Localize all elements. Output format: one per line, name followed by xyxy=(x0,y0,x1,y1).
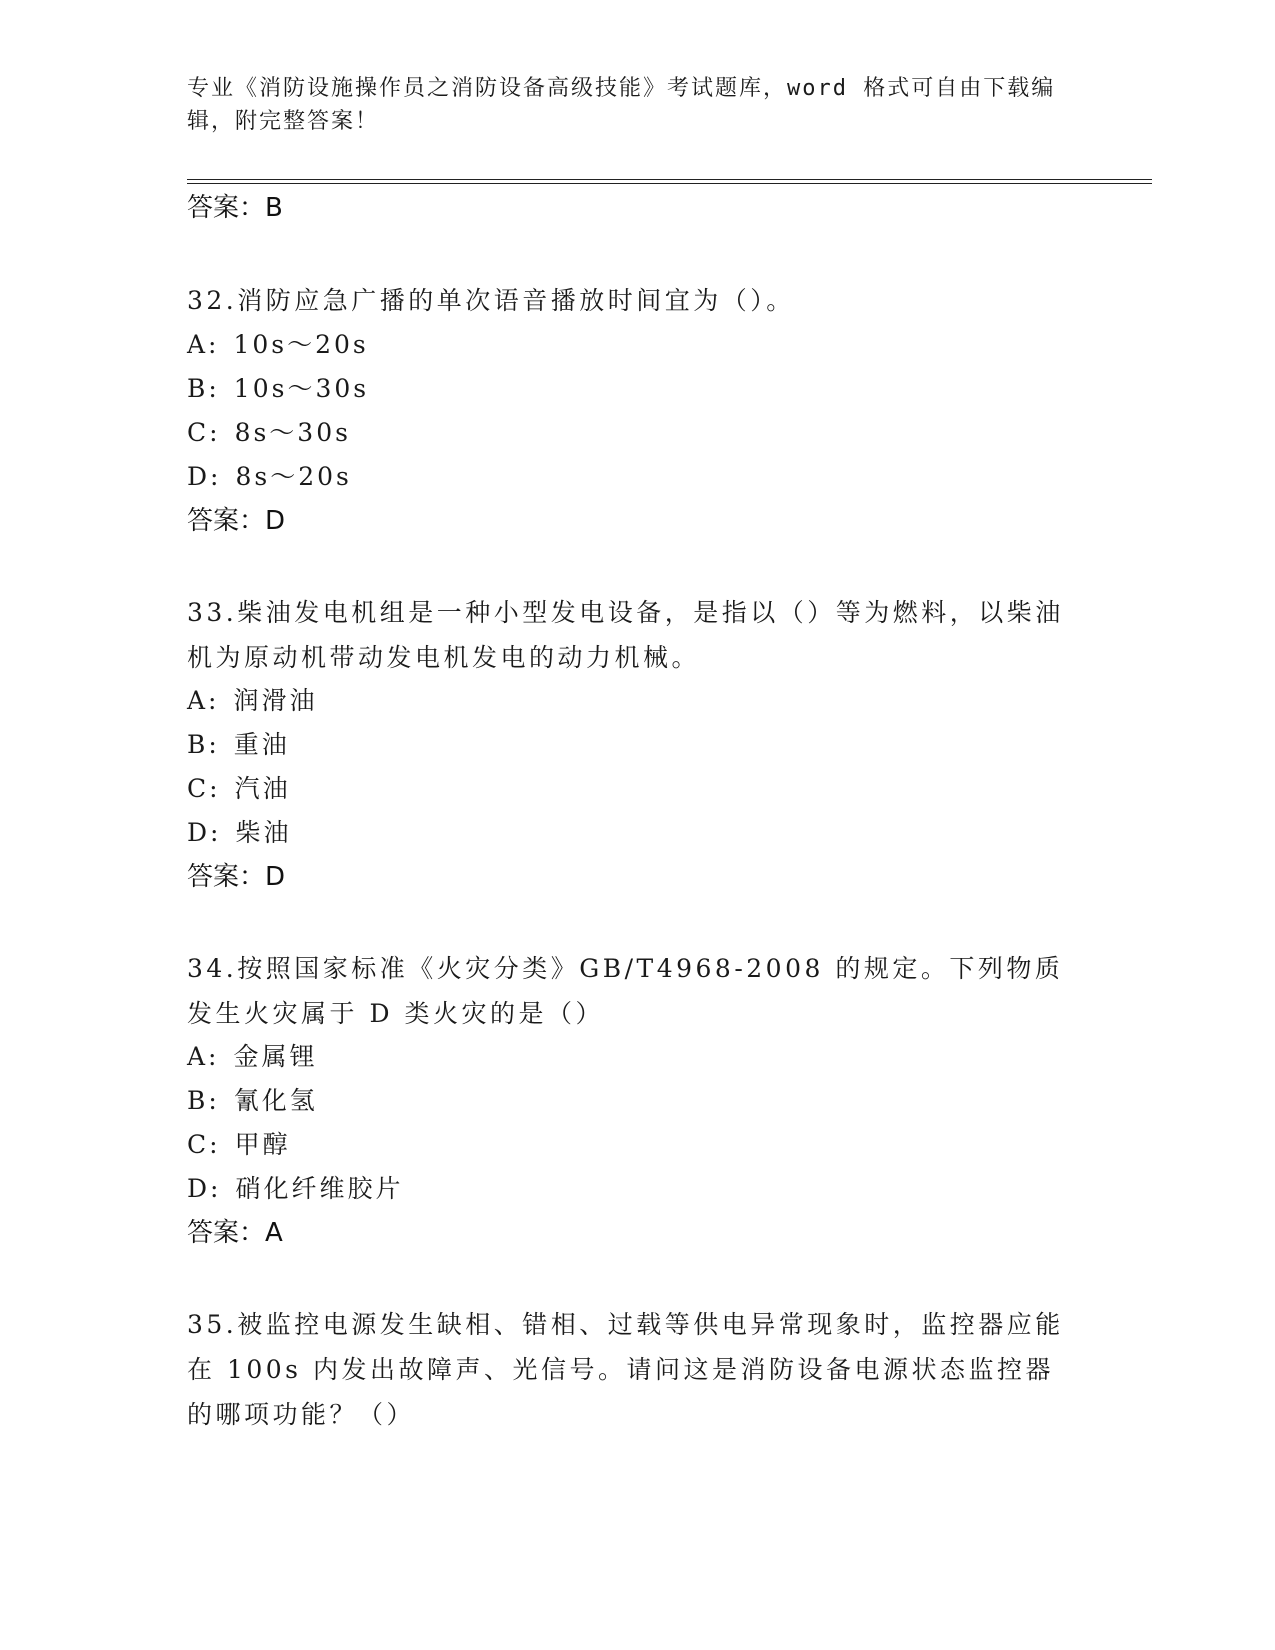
option-key: C: xyxy=(187,774,221,803)
option-key: A: xyxy=(187,330,220,359)
option-text: 重油 xyxy=(233,730,290,759)
header-divider-bottom xyxy=(187,183,1152,184)
question-32-stem: 32.消防应急广播的单次语音播放时间宜为（）。 xyxy=(187,286,795,315)
option-key: C: xyxy=(187,1130,221,1159)
option-text: 10s～20s xyxy=(233,330,369,359)
header-line-2: 辑，附完整答案！ xyxy=(187,109,380,134)
option-key: D: xyxy=(187,1174,222,1203)
option-text: 硝化纤维胶片 xyxy=(235,1174,404,1203)
option-key: A: xyxy=(187,1042,220,1071)
question-33-option-c xyxy=(187,772,291,806)
option-key: A: xyxy=(187,686,220,715)
question-34-option-a xyxy=(187,1040,318,1074)
option-text: 8s～20s xyxy=(235,462,352,491)
document-header xyxy=(187,72,1067,138)
option-text: 10s～30s xyxy=(233,374,370,403)
option-key: B: xyxy=(187,1086,220,1115)
header-divider-top xyxy=(187,179,1152,180)
question-34-option-c xyxy=(187,1128,291,1162)
question-34-answer: 答案：A xyxy=(187,1218,283,1248)
option-text: 柴油 xyxy=(235,818,292,847)
question-32-answer: 答案：D xyxy=(187,506,286,536)
option-text: 润滑油 xyxy=(233,686,318,715)
question-35-stem: 35.被监控电源发生缺相、错相、过载等供电异常现象时，监控器应能在 100s 内发出故障声、光信号。请问这是消防设备电源状态监控器的哪项功能？（） xyxy=(187,1310,1064,1429)
question-33-option-d xyxy=(187,816,291,850)
option-text: 8s～30s xyxy=(234,418,351,447)
option-key: D: xyxy=(187,818,222,847)
question-32-option-c xyxy=(187,416,351,450)
option-key: D: xyxy=(187,462,222,491)
option-key: C: xyxy=(187,418,221,447)
question-33-option-a xyxy=(187,684,318,718)
question-32-option-a xyxy=(187,328,369,362)
question-34-option-d xyxy=(187,1172,403,1206)
question-32-option-d xyxy=(187,460,352,494)
question-34-stem: 34.按照国家标准《火灾分类》GB/T4968-2008 的规定。下列物质发生火灾属于 D 类火灾的是（） xyxy=(187,954,1064,1028)
option-text: 氰化氢 xyxy=(233,1086,318,1115)
answer-previous: 答案：B xyxy=(187,193,283,223)
question-32-option-b xyxy=(187,372,369,406)
option-key: B: xyxy=(187,374,220,403)
question-34-option-b xyxy=(187,1084,318,1118)
option-text: 金属锂 xyxy=(233,1042,318,1071)
option-text: 甲醇 xyxy=(234,1130,291,1159)
option-text: 汽油 xyxy=(234,774,291,803)
header-line-1: 专业《消防设施操作员之消防设备高级技能》考试题库，word 格式可自由下载编 xyxy=(187,76,1056,101)
question-33-stem: 33.柴油发电机组是一种小型发电设备，是指以（）等为燃料，以柴油机为原动机带动发电机发电的动力机械。 xyxy=(187,598,1064,672)
question-33-answer: 答案：D xyxy=(187,862,286,892)
question-33-option-b xyxy=(187,728,290,762)
option-key: B: xyxy=(187,730,220,759)
